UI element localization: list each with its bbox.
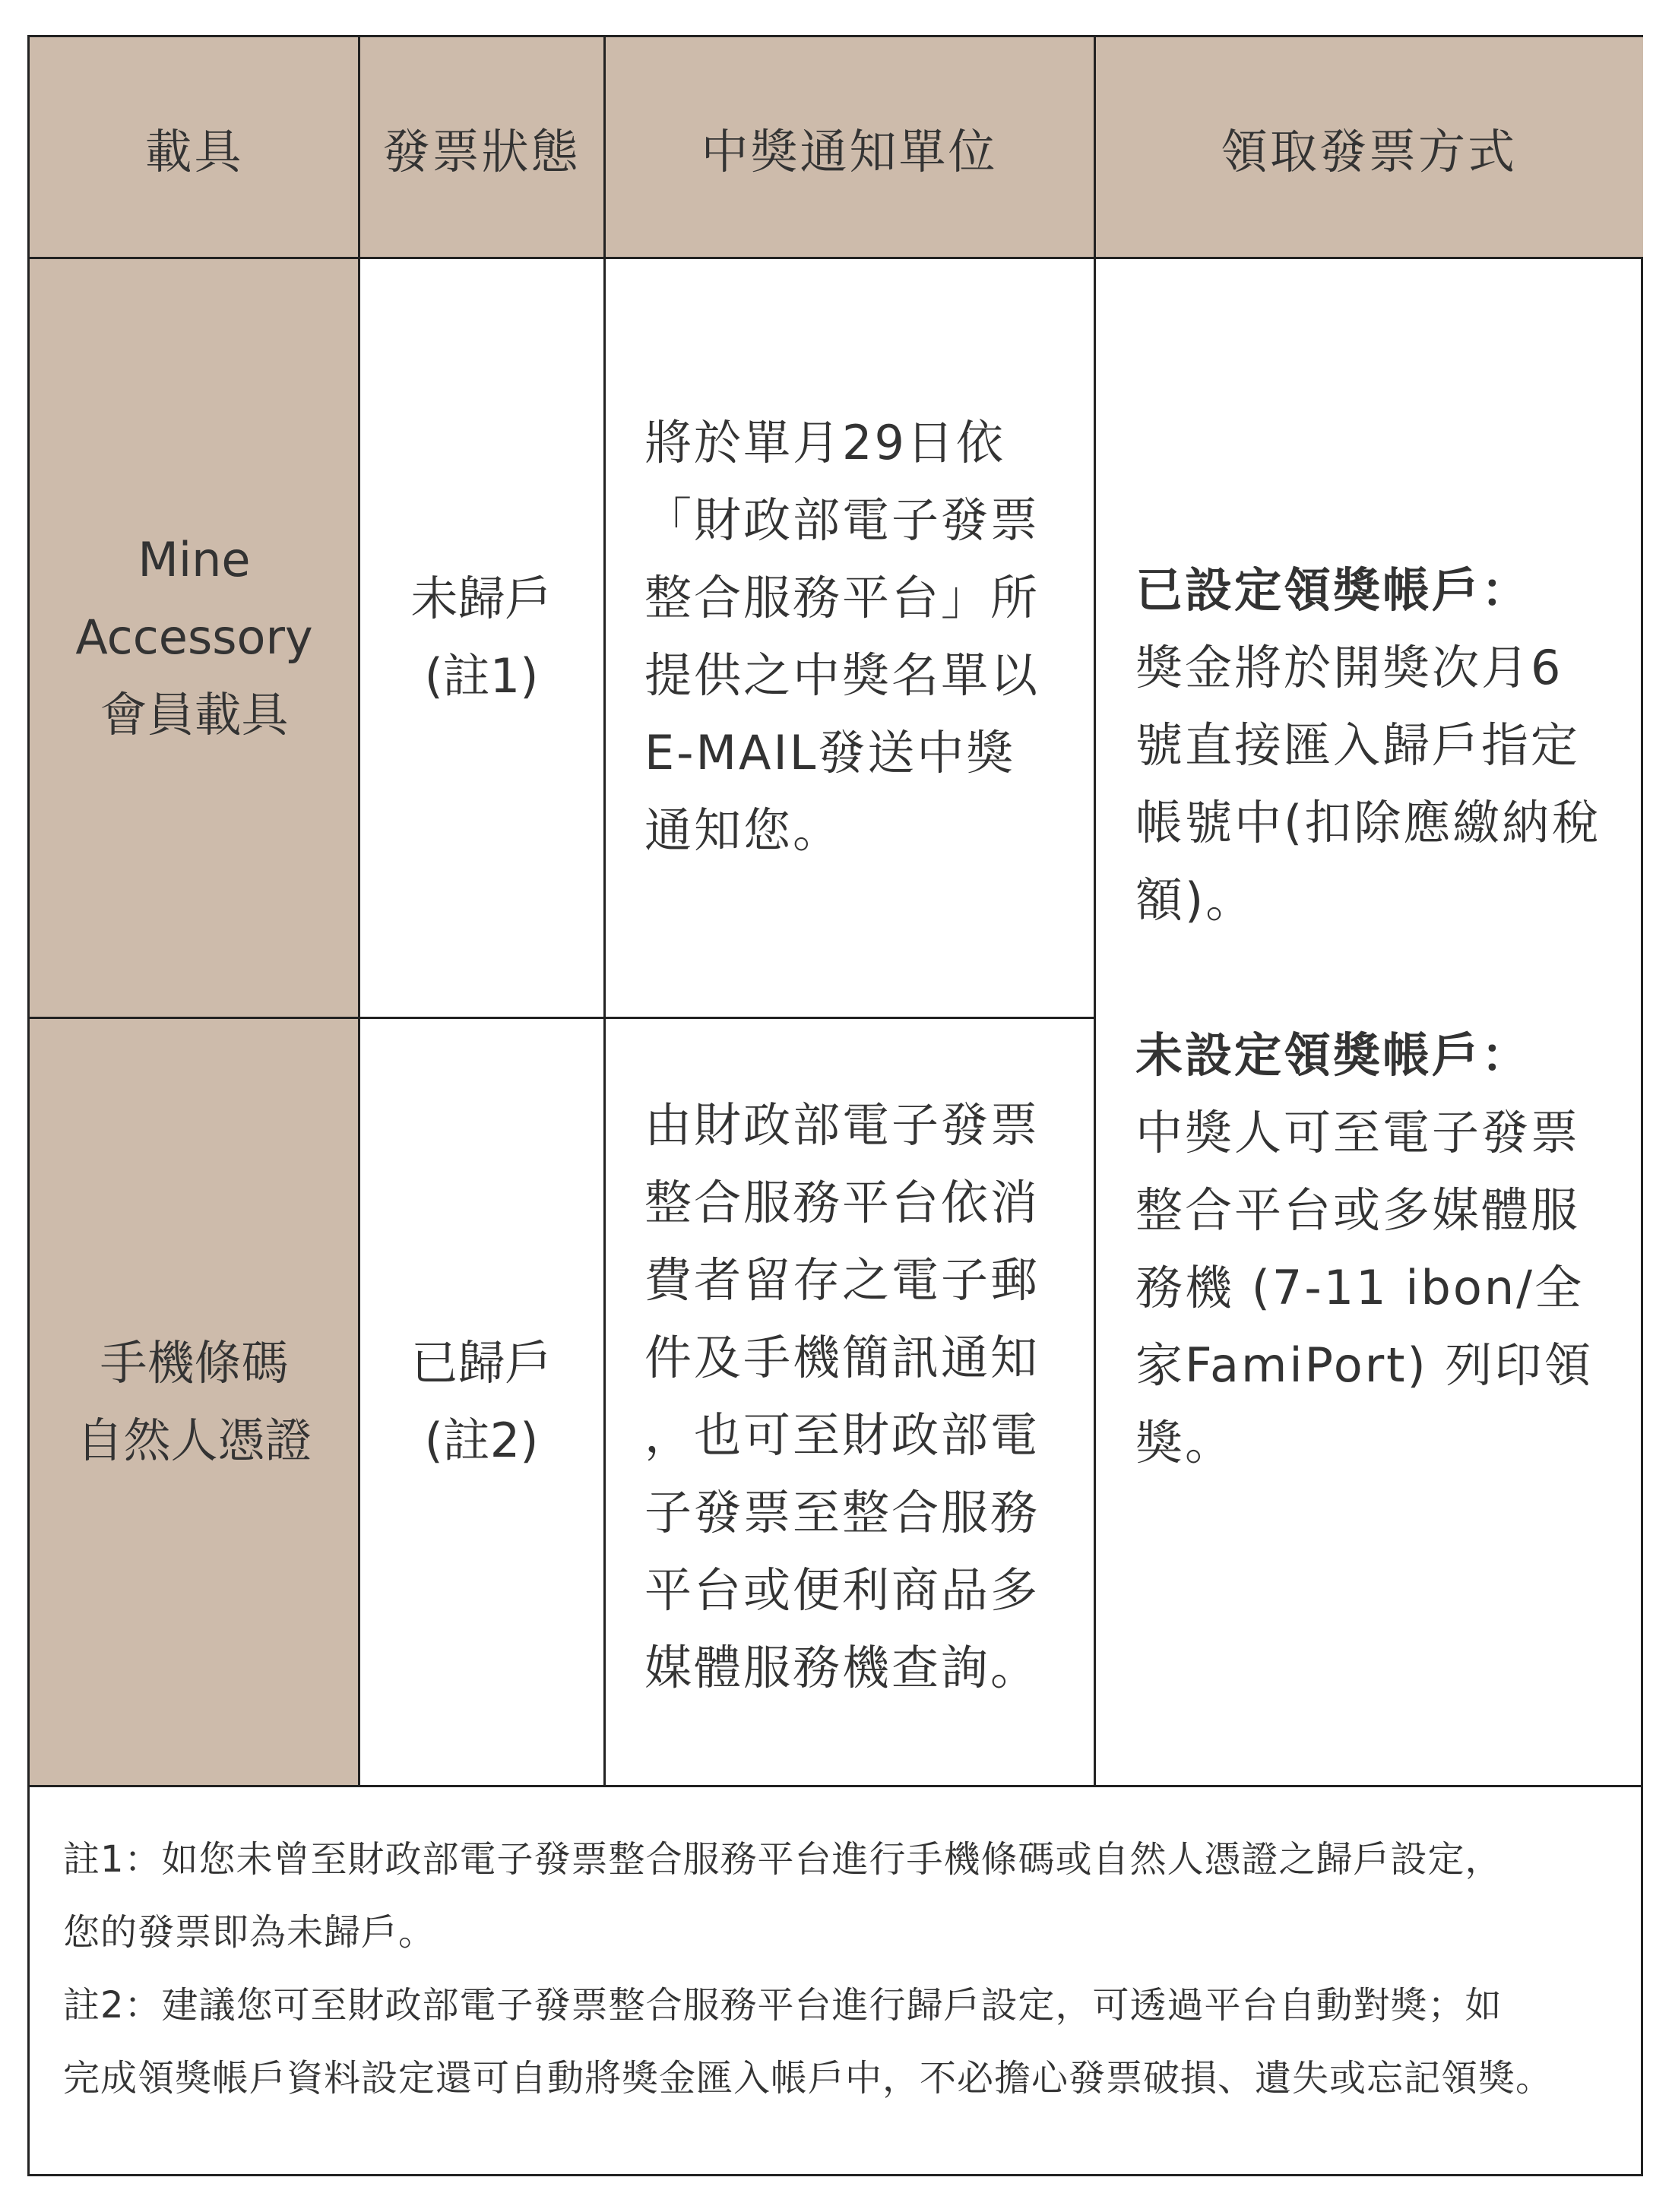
- grid-line: [1094, 37, 1096, 1786]
- row1-notify-line: E-MAIL發送中獎: [644, 725, 1016, 780]
- header-carrier-label: 載具: [144, 123, 244, 179]
- grid-line: [30, 257, 1643, 259]
- grid-line: [30, 1785, 1643, 1787]
- note2-line: 註2：建議您可至財政部電子發票整合服務平台進行歸戶設定，可透過平台自動對獎；如: [63, 1984, 1503, 2027]
- claim-set-line: 獎金將於開獎次月6: [1135, 640, 1563, 695]
- row2-notify-line: 費者留存之電子郵: [644, 1252, 1040, 1308]
- header-claim-method: [1094, 37, 1643, 258]
- header-notify-unit: [604, 37, 1094, 258]
- row1-notify-line: 「財政部電子發票: [644, 492, 1040, 548]
- row2-notify-line: 件及手機簡訊通知: [644, 1330, 1040, 1385]
- claim-set-heading: 已設定領獎帳戶：: [1135, 562, 1531, 618]
- row1-carrier-line: Mine: [138, 532, 251, 587]
- row1-status: [359, 258, 604, 1017]
- grid-line: [603, 37, 606, 1786]
- row2-notify-line: 媒體服務機查詢。: [644, 1640, 1040, 1695]
- note1-line: 您的發票即為未歸戶。: [63, 1911, 436, 1954]
- notes: [63, 1823, 1621, 2115]
- row2-notify-line: 子發票至整合服務: [644, 1485, 1040, 1540]
- note1-line: 註1：如您未曾至財政部電子發票整合服務平台進行手機條碼或自然人憑證之歸戶設定，: [63, 1838, 1503, 1881]
- claim-unset-line: 整合平台或多媒體服: [1135, 1182, 1581, 1238]
- row2-carrier-line: 自然人憑證: [76, 1412, 312, 1468]
- row1-notify-line: 提供之中獎名單以: [644, 647, 1040, 703]
- row2-notify-line: 整合服務平台依消: [644, 1175, 1040, 1230]
- claim-set-line: 號直接匯入歸戶指定: [1135, 717, 1581, 773]
- grid-line: [30, 1017, 1095, 1019]
- row1-status-line: (註1): [424, 648, 539, 704]
- header-status-label: 發票狀態: [382, 123, 581, 179]
- claim-set-line: 額)。: [1135, 872, 1256, 928]
- header-status: [359, 37, 604, 258]
- note2-line: 完成領獎帳戶資料設定還可自動將獎金匯入帳戶中，不必擔心發票破損、遺失或忘記領獎。: [63, 2057, 1553, 2100]
- row1-carrier: [30, 258, 359, 1017]
- row2-status: [359, 1017, 604, 1786]
- claim-set-line: 帳號中(扣除應繳納稅: [1135, 795, 1601, 850]
- header-claim-method-label: 領取發票方式: [1220, 123, 1517, 179]
- row2-notify-line: 由財政部電子發票: [644, 1097, 1040, 1153]
- grid-line: [358, 37, 360, 1786]
- claim-unset-line: 務機 (7-11 ibon/全: [1135, 1260, 1585, 1315]
- invoice-table: [27, 35, 1643, 2176]
- claim-unset-heading: 未設定領獎帳戶：: [1135, 1027, 1531, 1083]
- row2-notify-line: ，也可至財政部電: [644, 1407, 1040, 1463]
- header-notify-unit-label: 中獎通知單位: [701, 123, 998, 179]
- claim-unset-line: 中獎人可至電子發票: [1135, 1105, 1581, 1160]
- row1-carrier-line: 會員載具: [100, 687, 289, 742]
- row1-notify-text: [644, 404, 1089, 869]
- claim-method-content: [1135, 552, 1622, 1482]
- header-carrier: [30, 37, 359, 258]
- row1-carrier-line: Accessory: [75, 609, 313, 665]
- row2-carrier: [30, 1017, 359, 1786]
- row1-notify-line: 將於單月29日依: [644, 415, 1005, 470]
- claim-unset-line: 家FamiPort) 列印領: [1135, 1337, 1594, 1393]
- row1-notify-line: 整合服務平台」所: [644, 570, 1040, 625]
- row2-status-line: (註2): [424, 1412, 539, 1468]
- row2-notify-text: [644, 1087, 1089, 1707]
- row2-status-line: 已歸戶: [410, 1334, 553, 1391]
- row1-status-line: 未歸戶: [410, 571, 553, 626]
- row2-notify-line: 平台或便利商品多: [644, 1562, 1040, 1618]
- row1-notify-line: 通知您。: [644, 802, 843, 858]
- claim-unset-line: 獎。: [1135, 1415, 1235, 1470]
- row2-carrier-line: 手機條碼: [100, 1334, 289, 1391]
